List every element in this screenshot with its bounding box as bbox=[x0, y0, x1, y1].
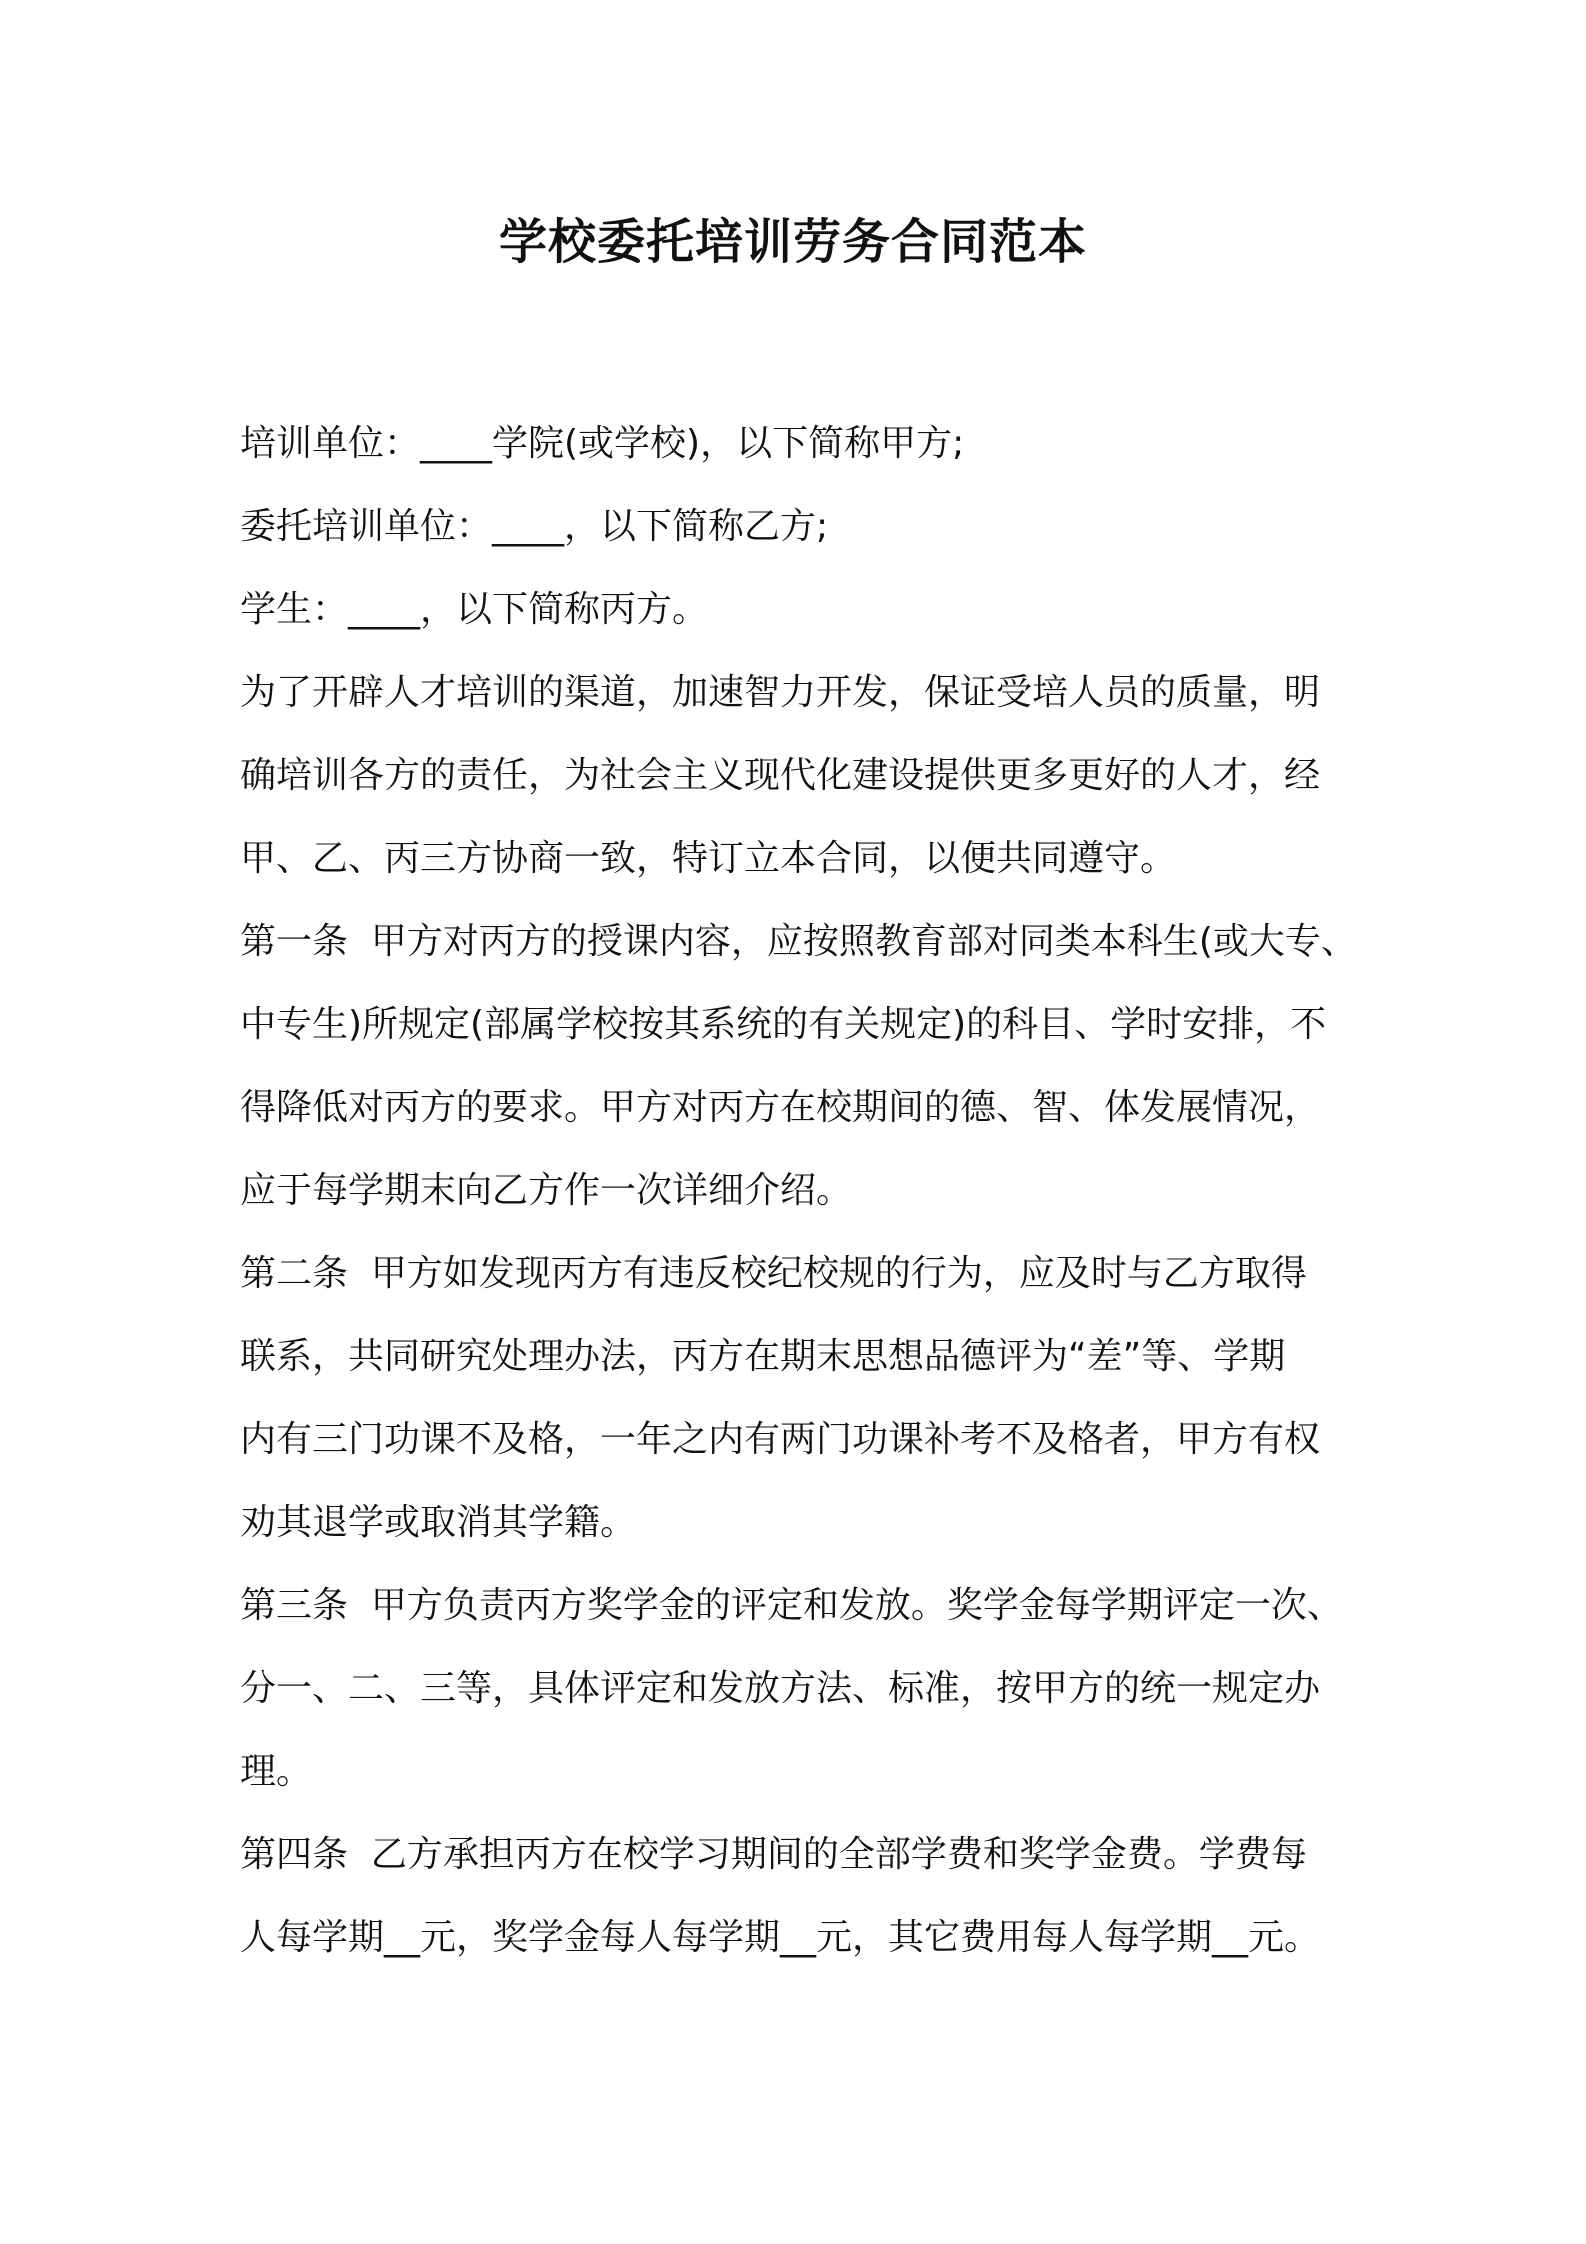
text-line: 联系，共同研究处理办法，丙方在期末思想品德评为“差”等、学期 bbox=[240, 1336, 1286, 1377]
text-line: 学生：____，以下简称丙方。 bbox=[240, 589, 709, 630]
text-line: 理。 bbox=[240, 1751, 313, 1792]
text-line: 内有三门功课不及格，一年之内有两门功课补考不及格者，甲方有权 bbox=[240, 1419, 1321, 1460]
text-line: 劝其退学或取消其学籍。 bbox=[240, 1502, 637, 1543]
text-line: 培训单位：____学院(或学校)，以下简称甲方; bbox=[240, 423, 965, 464]
text-line: 第二条 甲方如发现丙方有违反校纪校规的行为，应及时与乙方取得 bbox=[240, 1253, 1307, 1294]
text-line: 第四条 乙方承担丙方在校学习期间的全部学费和奖学金费。学费每 bbox=[240, 1834, 1307, 1875]
text-line: 甲、乙、丙三方协商一致，特订立本合同，以便共同遵守。 bbox=[240, 838, 1177, 879]
text-line: 应于每学期末向乙方作一次详细介绍。 bbox=[240, 1170, 853, 1211]
text-line: 确培训各方的责任，为社会主义现代化建设提供更多更好的人才，经 bbox=[240, 755, 1321, 796]
text-line: 中专生)所规定(部属学校按其系统的有关规定)的科目、学时安排，不 bbox=[240, 1004, 1327, 1045]
text-line: 分一、二、三等，具体评定和发放方法、标准，按甲方的统一规定办 bbox=[240, 1668, 1321, 1709]
text-line: 第三条 甲方负责丙方奖学金的评定和发放。奖学金每学期评定一次、 bbox=[240, 1585, 1343, 1626]
text-line: 委托培训单位：____，以下简称乙方; bbox=[240, 506, 829, 547]
document-body bbox=[240, 402, 1360, 1979]
text-line: 人每学期__元，奖学金每人每学期__元，其它费用每人每学期__元。 bbox=[240, 1917, 1321, 1958]
text-line: 第一条 甲方对丙方的授课内容，应按照教育部对同类本科生(或大专、 bbox=[240, 921, 1357, 962]
text-line: 得降低对丙方的要求。甲方对丙方在校期间的德、智、体发展情况， bbox=[240, 1087, 1321, 1128]
text-line: 为了开辟人才培训的渠道，加速智力开发，保证受培人员的质量，明 bbox=[240, 672, 1321, 713]
document-title: 学校委托培训劳务合同范本 bbox=[498, 214, 1087, 270]
